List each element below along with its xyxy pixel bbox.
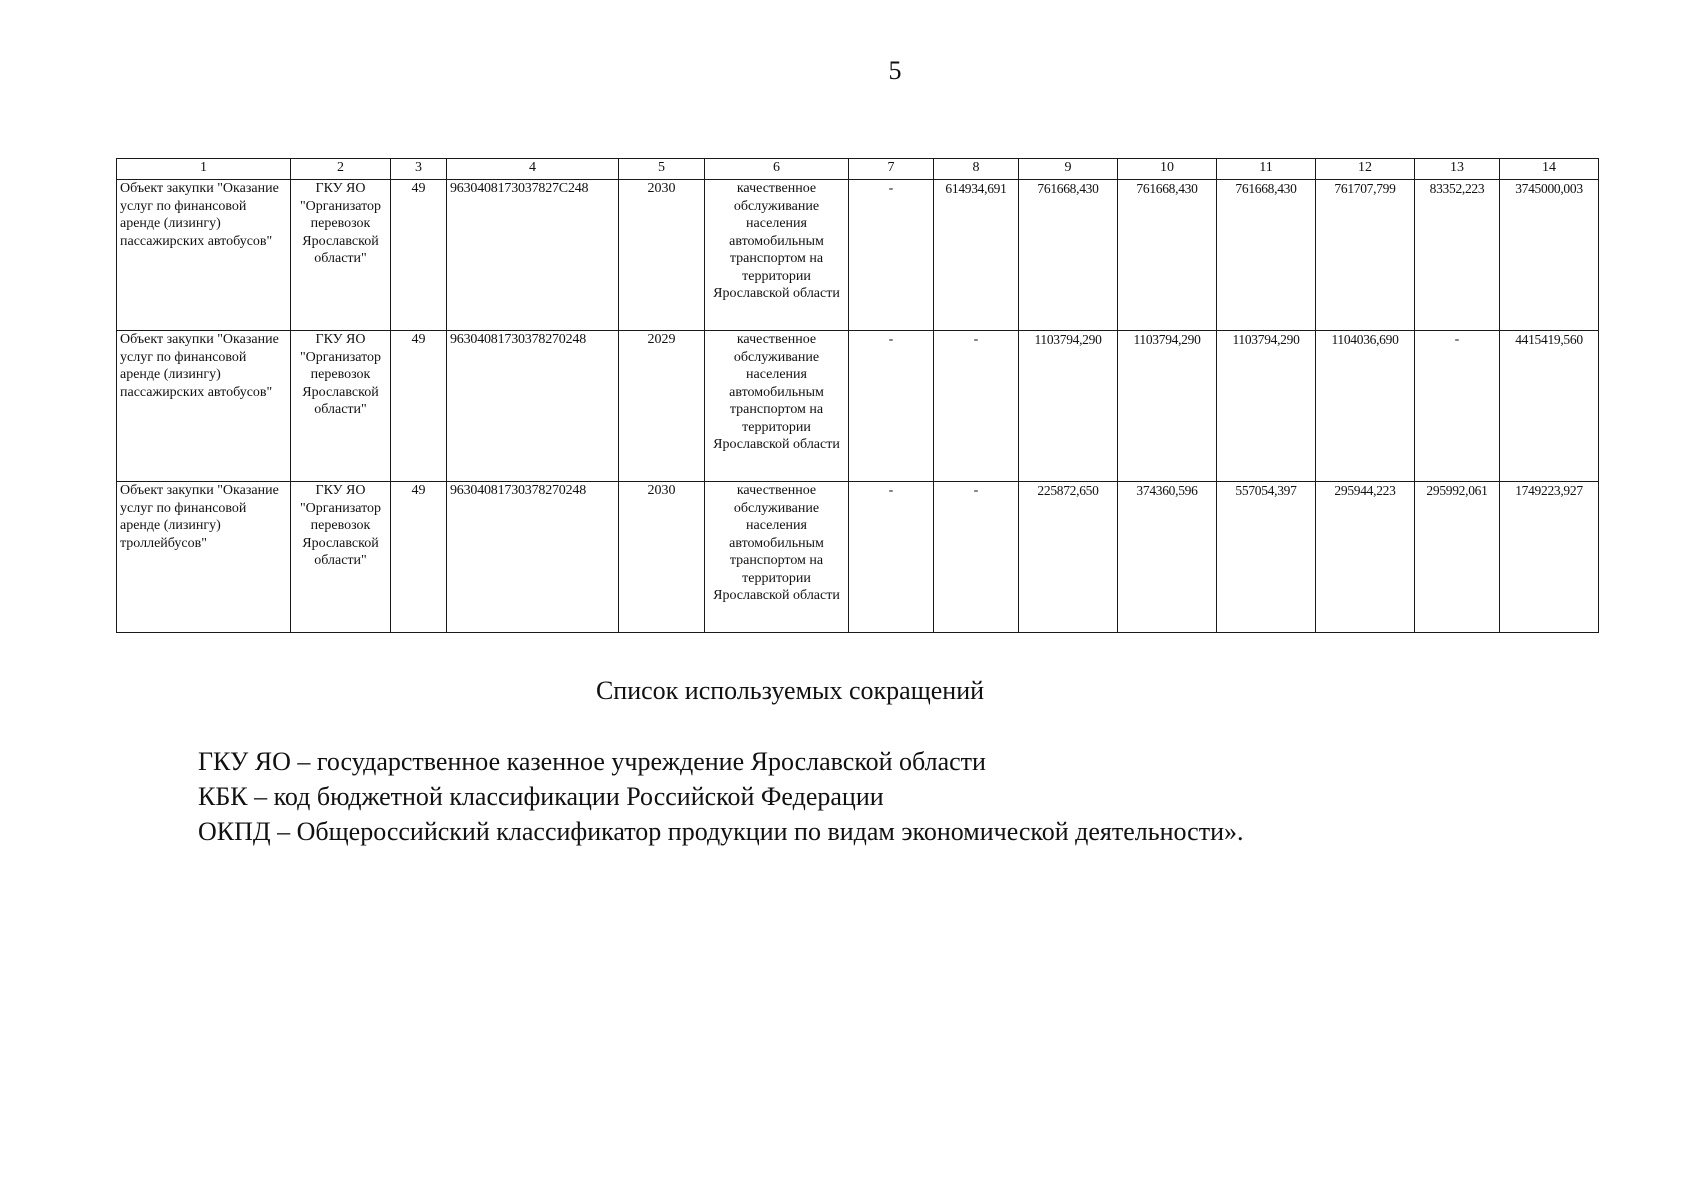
value-cell-12: 761707,799 [1316,180,1415,331]
value-cell-7: - [849,482,934,633]
column-number-header: 5 [619,159,705,180]
table-row [117,180,1599,331]
value-cell-12: 1104036,690 [1316,331,1415,482]
column-number-header: 11 [1217,159,1316,180]
table-header-row [117,159,1599,180]
column-number-header: 12 [1316,159,1415,180]
value-cell-10: 374360,596 [1118,482,1217,633]
procurement-table [116,158,1599,633]
column-number-header: 4 [447,159,619,180]
value-cell-7: - [849,331,934,482]
okpd-cell: 49 [391,482,447,633]
abbreviation-item: ГКУ ЯО – государственное казенное учреждение Ярославской области [198,747,986,776]
column-number-header: 10 [1118,159,1217,180]
column-number-header: 8 [934,159,1019,180]
abbreviation-item: КБК – код бюджетной классификации Российской Федерации [198,782,884,811]
year-cell: 2030 [619,482,705,633]
column-number-header: 9 [1019,159,1118,180]
value-cell-13: 295992,061 [1415,482,1500,633]
procurement-object-cell: Объект закупки "Оказание услуг по финансовой аренде (лизингу) пассажирских автобусов" [117,180,291,331]
value-cell-9: 761668,430 [1019,180,1118,331]
kbk-cell: 96304081730378270248 [447,331,619,482]
page-number: 5 [888,56,902,85]
value-cell-9: 1103794,290 [1019,331,1118,482]
column-number-header: 6 [705,159,849,180]
value-cell-10: 761668,430 [1118,180,1217,331]
value-cell-11: 761668,430 [1217,180,1316,331]
procurement-object-cell: Объект закупки "Оказание услуг по финансовой аренде (лизингу) троллейбусов" [117,482,291,633]
customer-cell: ГКУ ЯО "Организатор перевозок Ярославской области" [291,482,391,633]
value-cell-11: 1103794,290 [1217,331,1316,482]
value-cell-8: - [934,482,1019,633]
value-cell-13: - [1415,331,1500,482]
total-cell: 3745000,003 [1500,180,1599,331]
goal-cell: качественное обслуживание населения автомобильным транспортом на территории Ярославской области [705,331,849,482]
value-cell-9: 225872,650 [1019,482,1118,633]
abbreviation-item: ОКПД – Общероссийский классификатор продукции по видам экономической деятельности». [198,817,1244,846]
abbreviations-title: Список используемых сокращений [595,676,985,705]
value-cell-12: 295944,223 [1316,482,1415,633]
year-cell: 2030 [619,180,705,331]
table-row [117,482,1599,633]
column-number-header: 7 [849,159,934,180]
goal-cell: качественное обслуживание населения автомобильным транспортом на территории Ярославской области [705,180,849,331]
customer-cell: ГКУ ЯО "Организатор перевозок Ярославской области" [291,331,391,482]
okpd-cell: 49 [391,331,447,482]
total-cell: 1749223,927 [1500,482,1599,633]
value-cell-7: - [849,180,934,331]
okpd-cell: 49 [391,180,447,331]
column-number-header: 2 [291,159,391,180]
kbk-cell: 96304081730378270248 [447,482,619,633]
value-cell-13: 83352,223 [1415,180,1500,331]
value-cell-10: 1103794,290 [1118,331,1217,482]
total-cell: 4415419,560 [1500,331,1599,482]
value-cell-8: 614934,691 [934,180,1019,331]
column-number-header: 1 [117,159,291,180]
procurement-object-cell: Объект закупки "Оказание услуг по финансовой аренде (лизингу) пассажирских автобусов" [117,331,291,482]
customer-cell: ГКУ ЯО "Организатор перевозок Ярославской области" [291,180,391,331]
kbk-cell: 9630408173037827C248 [447,180,619,331]
column-number-header: 13 [1415,159,1500,180]
goal-cell: качественное обслуживание населения автомобильным транспортом на территории Ярославской области [705,482,849,633]
year-cell: 2029 [619,331,705,482]
abbreviations-list [198,744,1244,849]
value-cell-8: - [934,331,1019,482]
column-number-header: 14 [1500,159,1599,180]
value-cell-11: 557054,397 [1217,482,1316,633]
column-number-header: 3 [391,159,447,180]
table-row [117,331,1599,482]
